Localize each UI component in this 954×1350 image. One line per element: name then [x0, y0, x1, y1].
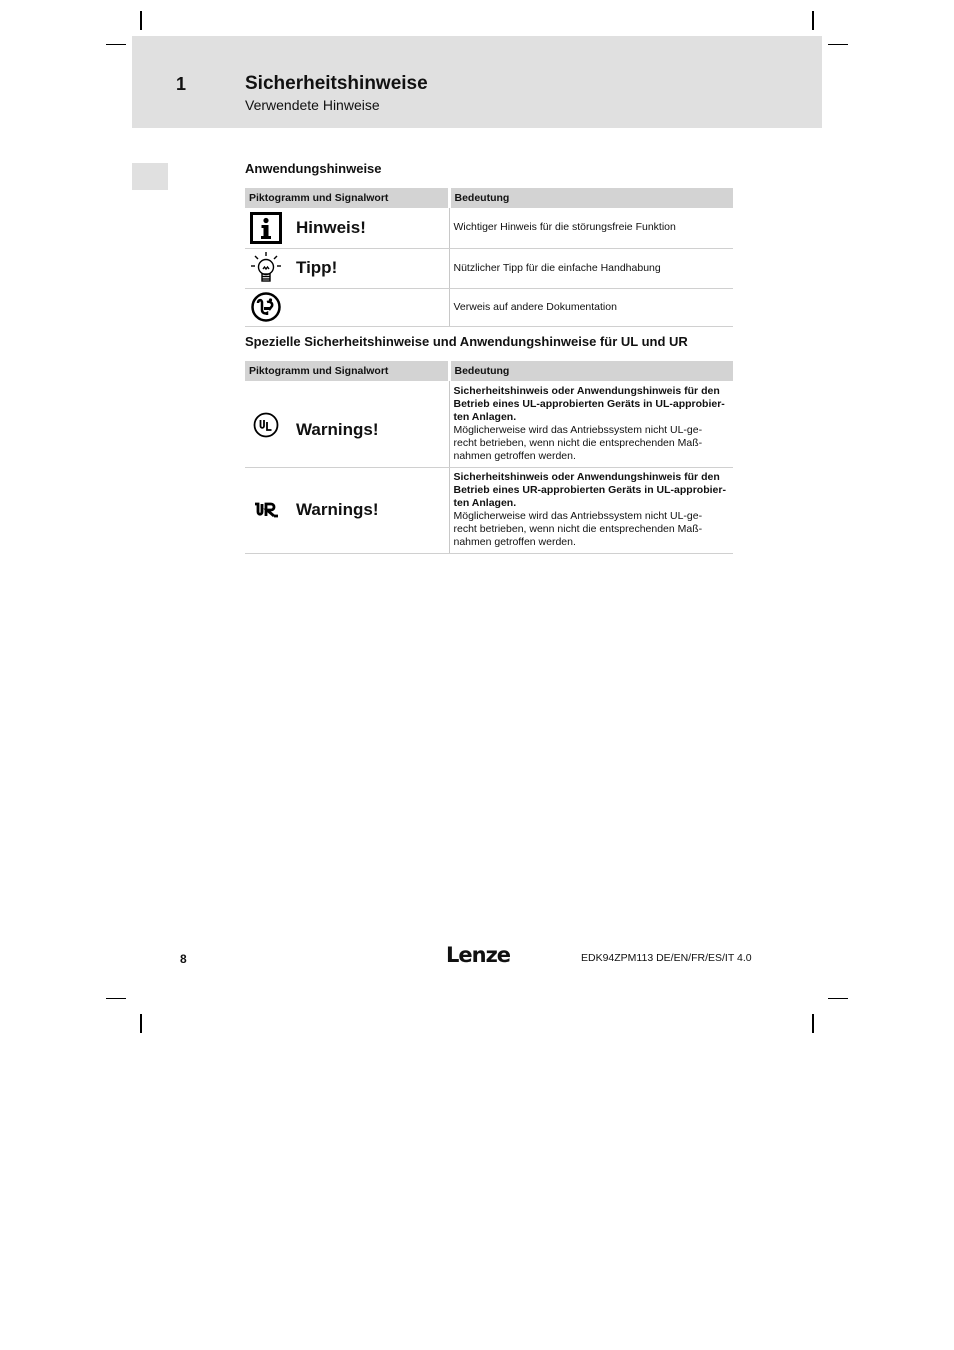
lenze-logo: Lenze [446, 943, 511, 967]
meaning-line: recht betrieben, wenn nicht die entsprechenden Maß- [453, 523, 703, 535]
meaning-line: nahmen getroffen werden. [453, 536, 576, 548]
meaning-bold-line: Betrieb eines UL-approbierten Geräts in UL-approbier- [453, 397, 725, 410]
meaning-bold-line: Betrieb eines UR-approbierten Geräts in UL-approbier- [453, 484, 726, 496]
meaning-cell: Nützlicher Tipp für die einfache Handhabung [449, 248, 733, 288]
chapter-title: Sicherheitshinweise [245, 73, 428, 94]
table-row [245, 248, 733, 288]
crop-mark [812, 1014, 814, 1033]
document-id: EDK94ZPM113 DE/EN/FR/ES/IT 4.0 [581, 952, 752, 964]
signal-word: Warnings! [296, 419, 379, 439]
chapter-subtitle: Verwendete Hinweise [245, 97, 380, 113]
crop-mark [106, 998, 126, 999]
table-row [245, 381, 733, 467]
lightbulb-icon [245, 251, 287, 285]
column-header: Bedeutung [449, 188, 733, 208]
meaning-bold-line: Sicherheitshinweis oder Anwendungshinweis für den [453, 471, 720, 483]
crop-mark [140, 1014, 142, 1033]
reference-icon [245, 291, 287, 323]
chapter-header-band [132, 36, 822, 128]
hints-table [245, 188, 733, 327]
ul-ur-hints-table [245, 361, 733, 554]
column-header: Bedeutung [449, 361, 733, 381]
crop-mark [812, 11, 814, 30]
chapter-side-tab [132, 163, 168, 190]
meaning-cell: Verweis auf andere Dokumentation [449, 288, 733, 326]
crop-mark [828, 44, 848, 45]
column-header: Piktogramm und Signalwort [245, 188, 449, 208]
meaning-bold-line: Sicherheitshinweis oder Anwendungshinweis für den [453, 384, 720, 397]
crop-mark [140, 11, 142, 30]
table-row [245, 467, 733, 553]
ur-recognized-icon [245, 500, 287, 520]
meaning-line: Möglicherweise wird das Antriebssystem nicht UL-ge- [453, 510, 703, 522]
info-icon [245, 212, 287, 244]
signal-word: Hinweis! [296, 217, 366, 237]
meaning-cell [449, 467, 733, 553]
crop-mark [106, 44, 126, 45]
meaning-bold-line: ten Anlagen. [453, 410, 517, 423]
ul-listed-icon [245, 412, 287, 438]
meaning-line: recht betrieben, wenn nicht die entsprechenden Maß- [453, 436, 703, 449]
section-heading: Anwendungshinweise [245, 161, 382, 176]
meaning-line: Möglicherweise wird das Antriebssystem nicht UL-ge- [453, 423, 703, 436]
section-heading: Spezielle Sicherheitshinweise und Anwendungshinweise für UL und UR [245, 334, 688, 349]
page-number: 8 [180, 952, 187, 966]
signal-word: Tipp! [296, 258, 338, 277]
meaning-line: nahmen getroffen werden. [453, 449, 576, 462]
table-row [245, 208, 733, 248]
meaning-cell: Wichtiger Hinweis für die störungsfreie Funktion [449, 208, 733, 248]
chapter-number: 1 [176, 74, 187, 94]
crop-mark [828, 998, 848, 999]
table-row [245, 288, 733, 326]
signal-word: Warnings! [296, 500, 379, 519]
meaning-bold-line: ten Anlagen. [453, 497, 517, 509]
meaning-cell [449, 381, 733, 467]
column-header: Piktogramm und Signalwort [245, 361, 449, 381]
